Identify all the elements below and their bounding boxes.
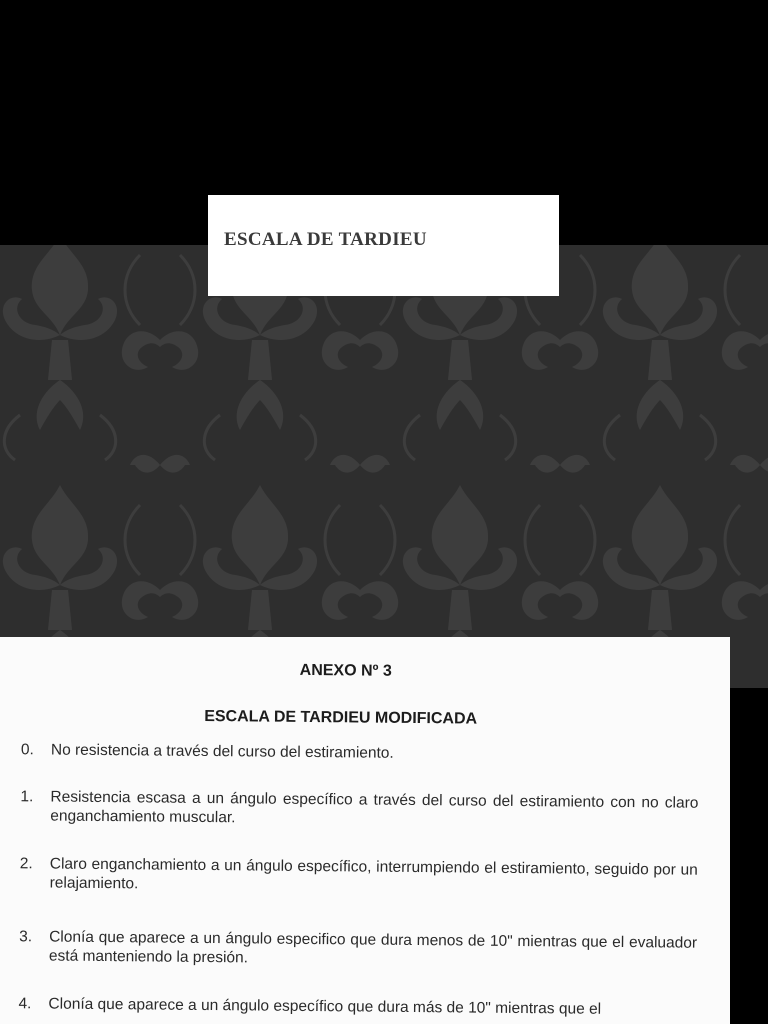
item-number: 4. [18, 995, 32, 1013]
scale-heading: ESCALA DE TARDIEU MODIFICADA [204, 707, 478, 728]
annex-heading: ANEXO Nº 3 [299, 661, 392, 680]
item-number: 3. [19, 928, 33, 946]
slide-title-box [208, 195, 559, 296]
damask-pattern-background [0, 245, 768, 688]
item-text: Clonía que aparece a un ángulo especifico que dura menos de 10" mientras que el evaluador está manteniendo la presión. [48, 928, 698, 967]
item-text: No resistencia a través del curso del estiramiento. [50, 741, 394, 762]
item-number: 0. [20, 741, 34, 759]
item-number: 1. [20, 788, 34, 806]
item-text: Claro enganchamiento a un ángulo específico, interrumpiendo el estiramiento, seguido por un relajamiento. [49, 855, 698, 893]
slide-title: ESCALA DE TARDIEU [224, 229, 427, 250]
item-text: Resistencia escasa a un ángulo específico a través del curso del estiramiento con no claro enganchamiento muscular. [50, 788, 699, 827]
item-text: Clonía que aparece a un ángulo específico que dura más de 10" mientras que el [48, 995, 602, 1018]
item-number: 2. [19, 855, 33, 873]
scanned-document [0, 637, 730, 1024]
